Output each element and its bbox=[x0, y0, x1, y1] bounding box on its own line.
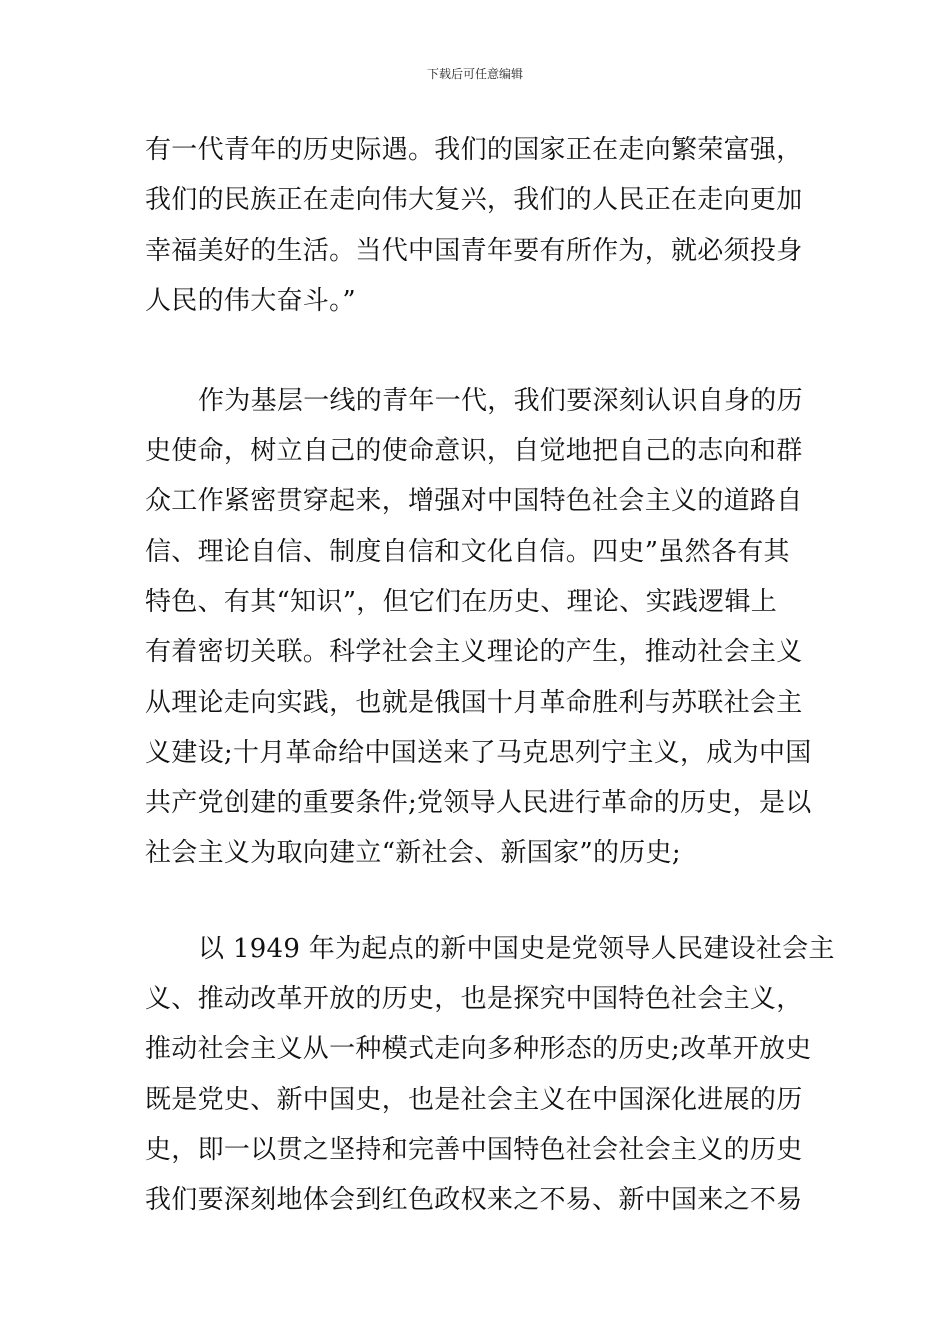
paragraph-line: 义建设;十月革命给中国送来了马克思列宁主义，成为中国 bbox=[145, 738, 812, 768]
paragraph-line: 信、理论自信、制度自信和文化自信。四史”虽然各有其 bbox=[145, 537, 790, 567]
paragraph-line: 有着密切关联。科学社会主义理论的产生，推动社会主义 bbox=[145, 637, 803, 667]
paragraph-line: 推动社会主义从一种模式走向多种形态的历史;改革开放史 bbox=[145, 1034, 812, 1064]
paragraph-line: 人民的伟大奋斗。” bbox=[145, 286, 356, 316]
paragraph-line: 共产党创建的重要条件;党领导人民进行革命的历史，是以 bbox=[145, 788, 812, 818]
paragraph-line: 史使命，树立自己的使命意识，自觉地把自己的志向和群 bbox=[145, 436, 803, 466]
paragraph-line: 从理论走向实践，也就是俄国十月革命胜利与苏联社会主 bbox=[145, 688, 803, 718]
paragraph-line: 义、推动改革开放的历史，也是探究中国特色社会主义， bbox=[145, 984, 803, 1014]
paragraph-line: 既是党史、新中国史，也是社会主义在中国深化进展的历 bbox=[145, 1085, 803, 1115]
paragraph-line: 社会主义为取向建立“新社会、新国家”的历史; bbox=[145, 838, 681, 868]
paragraph-line: 我们的民族正在走向伟大复兴，我们的人民正在走向更加 bbox=[145, 185, 803, 215]
paragraph-line: 众工作紧密贯穿起来，增强对中国特色社会主义的道路自 bbox=[145, 486, 803, 516]
paragraph-line: 特色、有其“知识”，但它们在历史、理论、实践逻辑上 bbox=[145, 587, 778, 617]
paragraph-line: 有一代青年的历史际遇。我们的国家正在走向繁荣富强， bbox=[145, 135, 803, 165]
paragraph-line: 我们要深刻地体会到红色政权来之不易、新中国来之不易 bbox=[145, 1185, 803, 1215]
paragraph-line: 作为基层一线的青年一代，我们要深刻认识自身的历 bbox=[198, 386, 803, 416]
paragraph-line: 以 1949 年为起点的新中国史是党领导人民建设社会主 bbox=[198, 934, 835, 964]
paragraph-line: 史，即一以贯之坚持和完善中国特色社会社会主义的历史 bbox=[145, 1135, 803, 1165]
page-header: 下载后可任意编辑 bbox=[426, 67, 523, 81]
paragraph-line: 幸福美好的生活。当代中国青年要有所作为，就必须投身 bbox=[145, 236, 803, 266]
